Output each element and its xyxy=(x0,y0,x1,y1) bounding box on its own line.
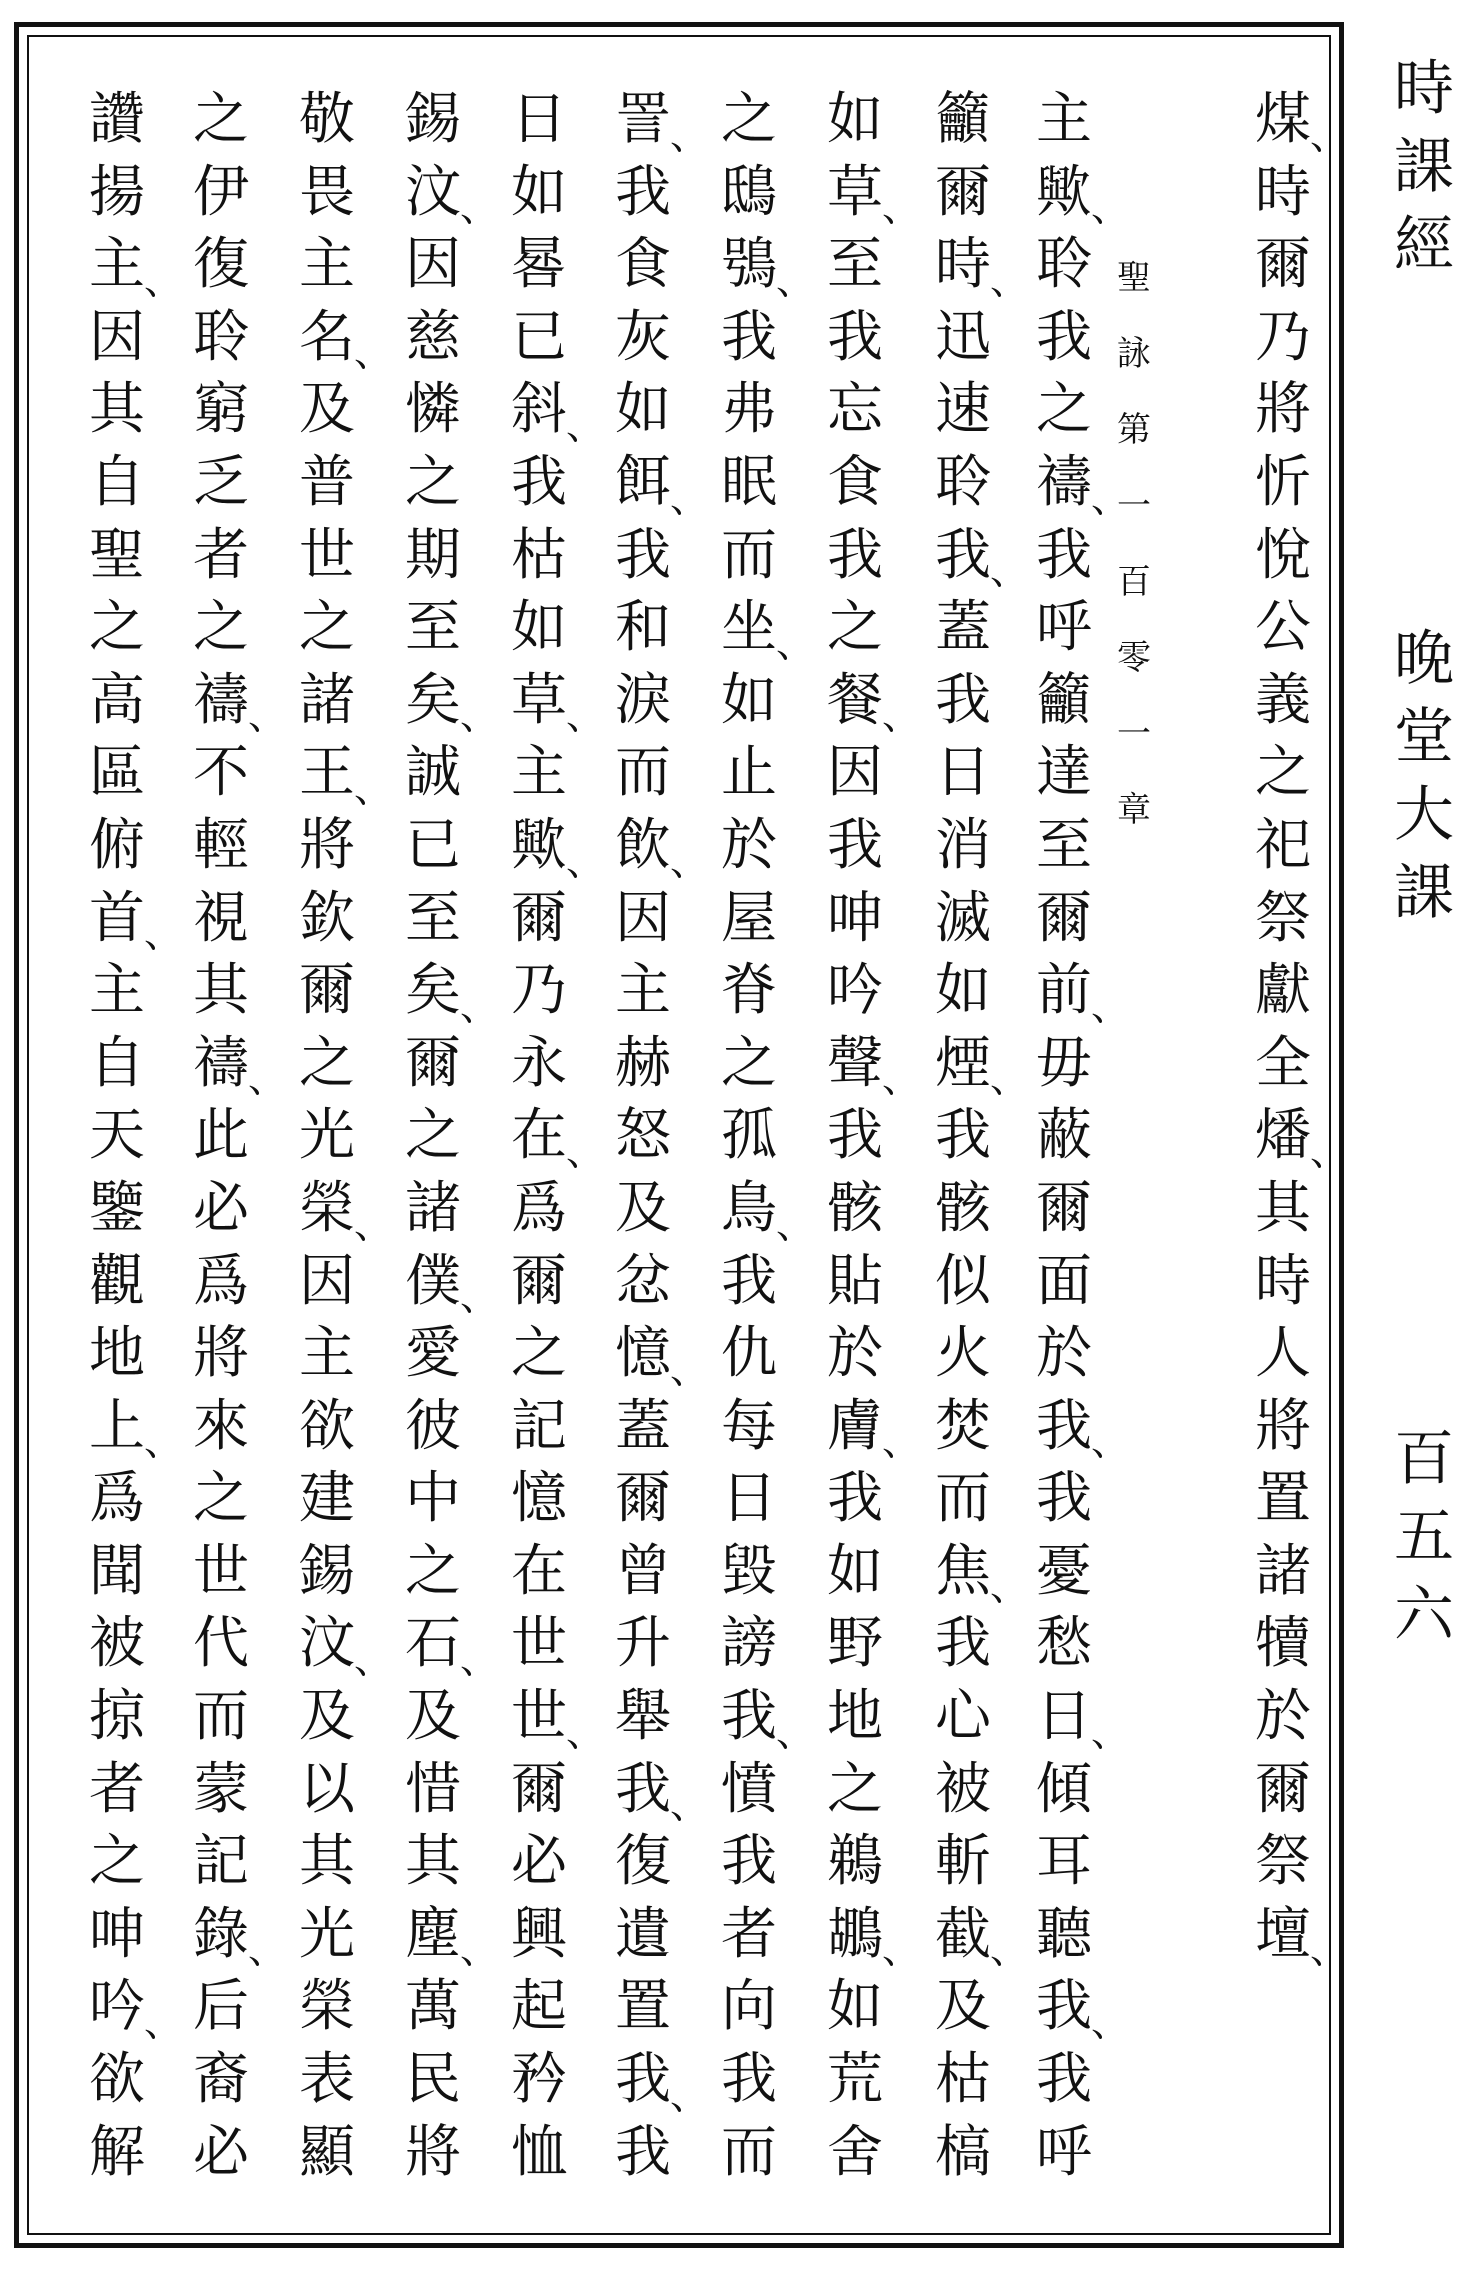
text-column: 如 草 、 至 我 忘 食 我 之 餐 、 因 我 呻 吟 聲 、 我 骸 貼 於 膚 、 我 如 野 地 之 鵜 鶘 、 如 荒 舍 xyxy=(818,84,892,2189)
section-title: 晚 堂 大 課 xyxy=(1394,624,1454,928)
text-column: 敬 畏 主 名 、 及 普 世 之 諸 王 、 將 欽 爾 之 光 榮 、 因 主 欲 建 錫 汶 、 及 以 其 光 榮 表 顯 xyxy=(290,84,364,2189)
text-column: 煤 、 時 爾 乃 將 忻 悅 公 義 之 祀 祭 獻 全 燔 、 其 時 人 將 置 諸 犢 於 爾 祭 壇 、 xyxy=(1246,84,1320,1971)
text-column: 日 如 晷 已 斜 、 我 枯 如 草 、 主 歟 、 爾 乃 永 在 、 爲 爾 之 記 憶 在 世 世 、 爾 必 興 起 矜 恤 xyxy=(502,84,576,2189)
text-column: 讚 揚 主 、 因 其 自 聖 之 高 區 俯 首 、 主 自 天 鑒 觀 地 上 、 爲 聞 被 掠 者 之 呻 吟 、 欲 解 xyxy=(80,84,154,2189)
text-column: 籲 爾 時 、 迅 速 聆 我 、 蓋 我 日 消 滅 如 煙 、 我 骸 似 火 焚 而 焦 、 我 心 被 斬 截 、 及 枯 槁 xyxy=(926,84,1000,2189)
chapter-title: 聖 詠 第 一 百 零 一 章 xyxy=(1117,258,1151,830)
page-number: 百 五 六 xyxy=(1394,1424,1454,1650)
text-column: 詈 、 我 食 灰 如 餌 、 我 和 淚 而 飲 、 因 主 赫 怒 及 忿 憶 、 蓋 爾 曾 升 舉 我 、 復 遺 置 我 、 我 xyxy=(606,84,680,2189)
text-column: 錫 汶 、 因 慈 憐 之 期 至 矣 、 誠 已 至 矣 、 爾 之 諸 僕 、 愛 彼 中 之 石 、 及 惜 其 塵 、 萬 民 將 xyxy=(396,84,470,2189)
text-column: 主 歟 、 聆 我 之 禱 、 我 呼 籲 達 至 爾 前 、 毋 蔽 爾 面 於 我 、 我 憂 愁 日 、 傾 耳 聽 我 、 我 呼 xyxy=(1027,84,1101,2189)
book-title: 時 課 經 xyxy=(1394,54,1454,280)
text-column: 之 鴟 鴞 、 我 弗 眠 而 坐 、 如 止 於 屋 脊 之 孤 鳥 、 我 仇 每 日 毀 謗 我 、 憤 我 者 向 我 而 xyxy=(712,84,786,2189)
text-column: 之 伊 復 聆 窮 乏 者 之 禱 、 不 輕 視 其 禱 、 此 必 爲 將 來 之 世 代 而 蒙 記 錄 、 后 裔 必 xyxy=(184,84,258,2189)
